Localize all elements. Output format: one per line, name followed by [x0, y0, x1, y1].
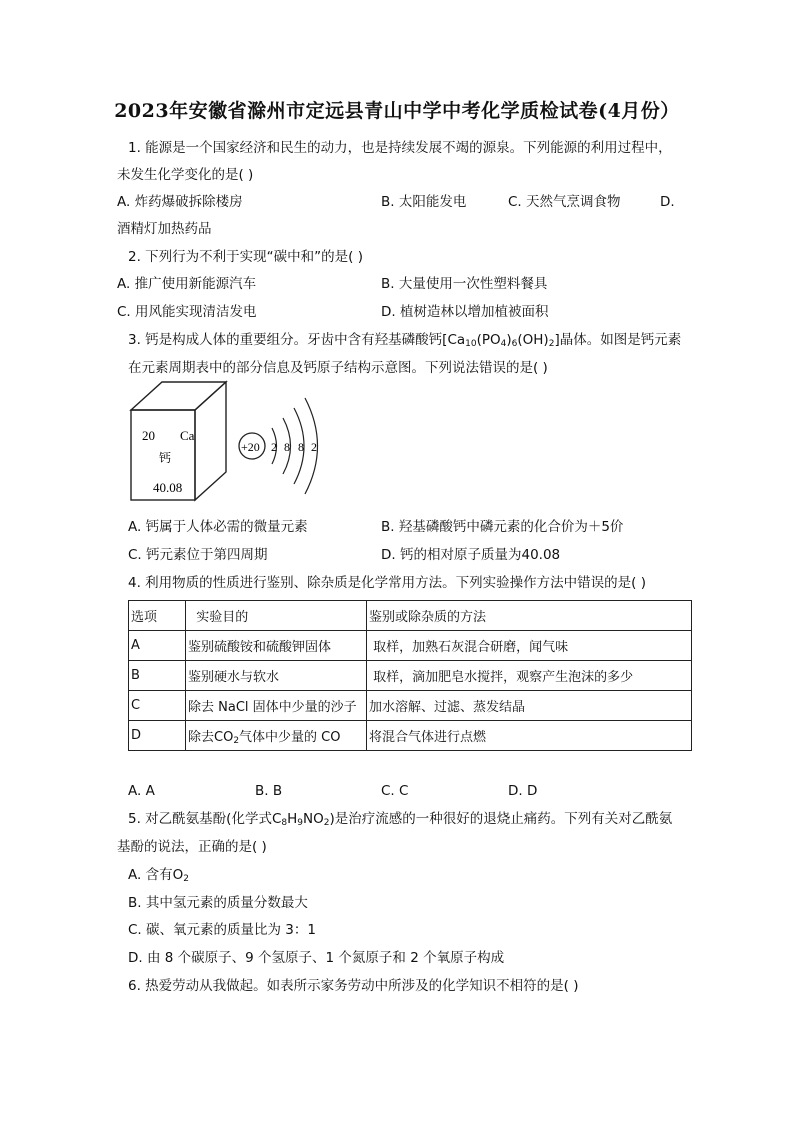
table-header-cell: 实验目的	[186, 601, 367, 631]
q5-option-a	[128, 866, 189, 888]
q5-option-a-sub: 2	[183, 874, 189, 884]
q4-option-c: C. C	[381, 783, 409, 799]
table-cell: 取样，加熟石灰混合研磨，闻气味	[367, 631, 692, 661]
q1-option-b: B. 太阳能发电	[381, 194, 467, 210]
q1-option-d: D.	[660, 194, 675, 210]
table-cell: 鉴别硫酸铵和硫酸钾固体	[186, 631, 367, 661]
shell-electrons-4: 2	[311, 440, 317, 454]
q3-option-b: B. 羟基磷酸钙中磷元素的化合价为＋5价	[381, 519, 624, 535]
q2-option-d: D. 植树造林以增加植被面积	[381, 304, 549, 320]
q5-text-c: NO	[303, 811, 324, 827]
q5-sub-3: 2	[323, 818, 330, 828]
q1-option-c: C. 天然气烹调食物	[508, 194, 621, 210]
q1-stem-line2: 未发生化学变化的是( )	[117, 167, 254, 183]
q4-option-b: B. B	[255, 783, 283, 799]
q4-stem: 4. 利用物质的性质进行鉴别、除杂质是化学常用方法。下列实验操作方法中错误的是( )	[128, 575, 646, 591]
q3-text-d: (OH)	[517, 332, 549, 348]
table-row	[129, 691, 692, 721]
q3-sub-3: 6	[511, 339, 518, 349]
table-row	[129, 631, 692, 661]
q5-text-d: )是治疗流感的一种很好的退烧止痛药。下列有关对乙酰氨	[329, 811, 673, 827]
q3-text-a: 3. 钙是构成人体的重要组分。牙齿中含有羟基磷酸钙[Ca	[128, 332, 466, 348]
q3-text-e: ]晶体。如图是钙元素	[554, 332, 682, 348]
q1-stem-line1: 1. 能源是一个国家经济和民生的动力，也是持续发展不竭的源泉。下列能源的利用过程中，	[128, 140, 672, 156]
q4-option-a: A. A	[128, 783, 155, 799]
table-cell: C	[129, 691, 186, 721]
q5-stem-line2: 基酚的说法，正确的是( )	[117, 839, 267, 855]
q5-text-b: H	[287, 811, 298, 827]
q5-option-a-text: A. 含有O	[128, 867, 184, 883]
table-cell: 鉴别硬水与软水	[186, 661, 367, 691]
q3-option-a: A. 钙属于人体必需的微量元素	[128, 519, 308, 535]
calcium-figure	[128, 376, 328, 506]
q5-text-a: 5. 对乙酰氨基酚(化学式C	[128, 811, 282, 827]
q4-option-d: D. D	[508, 783, 538, 799]
table-cell	[186, 721, 367, 751]
q3-option-c: C. 钙元素位于第四周期	[128, 547, 268, 563]
q2-stem: 2. 下列行为不利于实现“碳中和”的是( )	[128, 249, 363, 265]
shell-electrons-3: 8	[298, 440, 304, 454]
q3-sub-1: 10	[465, 339, 477, 349]
q1-option-a: A. 炸药爆破拆除楼房	[117, 194, 243, 210]
q5-option-b: B. 其中氢元素的质量分数最大	[128, 895, 308, 911]
q5-stem-line1	[128, 810, 672, 832]
q6-stem: 6. 热爱劳动从我做起。如表所示家务劳动中所涉及的化学知识不相符的是( )	[128, 978, 579, 994]
q5-sub-2: 9	[297, 818, 303, 828]
table-header-row	[129, 601, 692, 631]
row-d-rest: 气体中少量的 CO	[239, 729, 341, 745]
table-cell: 除去 NaCl 固体中少量的沙子	[186, 691, 367, 721]
table-cell: B	[129, 661, 186, 691]
table-cell: D	[129, 721, 186, 751]
q3-sub-4: 2	[548, 339, 555, 349]
q5-option-c: C. 碳、氧元素的质量比为 3：1	[128, 922, 316, 938]
table-header-cell: 鉴别或除杂质的方法	[367, 601, 692, 631]
q3-option-d: D. 钙的相对原子质量为40.08	[381, 547, 561, 563]
table-header-cell: 选项	[129, 601, 186, 631]
atomic-mass: 40.08	[153, 480, 183, 495]
row-d-text: 除去CO	[188, 729, 234, 745]
table-cell: 将混合气体进行点燃	[367, 721, 692, 751]
q5-option-d: D. 由 8 个碳原子、9 个氢原子、1 个氮原子和 2 个氧原子构成	[128, 950, 505, 966]
atomic-number: 20	[142, 428, 155, 443]
table-cell: 取样，滴加肥皂水搅拌，观察产生泡沫的多少	[367, 661, 692, 691]
q5-sub-1: 8	[281, 818, 288, 828]
nucleus-charge: +20	[241, 440, 260, 454]
q3-sub-2: 4	[500, 339, 507, 349]
q3-text-c: )	[506, 332, 512, 348]
table-row	[129, 721, 692, 751]
page-title: 2023年安徽省滁州市定远县青山中学中考化学质检试卷(4月份）	[114, 100, 680, 122]
row-d-sub: 2	[233, 735, 240, 746]
element-symbol: Ca	[180, 428, 195, 443]
q2-option-c: C. 用风能实现清洁发电	[117, 304, 257, 320]
shell-electrons-2: 8	[284, 440, 290, 454]
q4-table	[128, 600, 692, 751]
q3-stem-line1	[128, 331, 681, 353]
element-name: 钙	[159, 451, 172, 465]
table-row	[129, 661, 692, 691]
q2-option-a: A. 推广使用新能源汽车	[117, 276, 257, 292]
atom-diagram	[239, 398, 318, 494]
q3-stem-line2: 在元素周期表中的部分信息及钙原子结构示意图。下列说法错误的是( )	[128, 360, 548, 376]
shell-electrons-1: 2	[271, 440, 277, 454]
q1-option-d-text: 酒精灯加热药品	[117, 221, 212, 237]
q3-text-b: (PO	[476, 332, 501, 348]
table-cell: 加水溶解、过滤、蒸发结晶	[367, 691, 692, 721]
q2-option-b: B. 大量使用一次性塑料餐具	[381, 276, 548, 292]
table-cell: A	[129, 631, 186, 661]
